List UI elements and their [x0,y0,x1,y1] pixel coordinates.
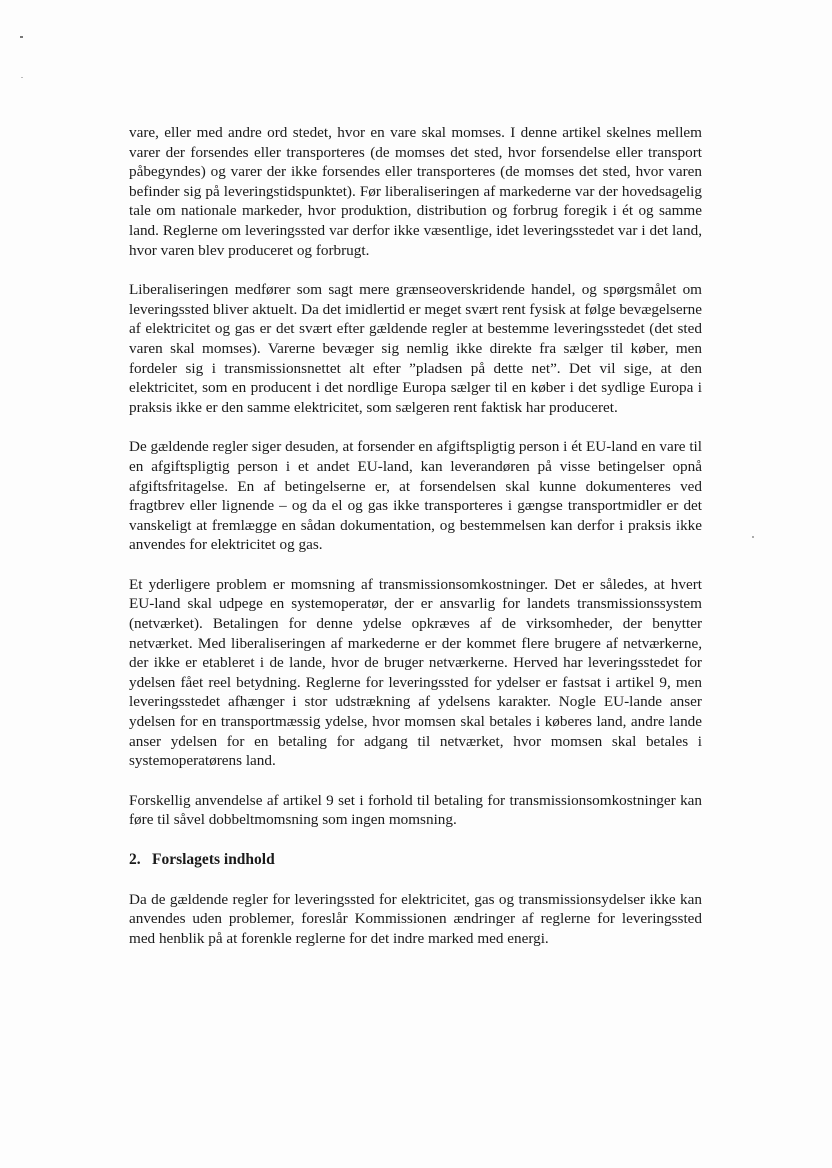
paragraph-6: Da de gældende regler for leveringssted for elektricitet, gas og transmissionsydelser ikke kan anvendes uden problemer, foreslår Kommissionen ændringer af reglerne for leveringssted med henblik på at forenkle reglerne for det indre marked med energi. [129,890,702,947]
paragraph-4: Et yderligere problem er momsning af transmissionsomkostninger. Det er således, at hvert EU-land skal udpege en systemoperatør, der er ansvarlig for landets transmissionssystem (netværket). Betalingen for denne ydelse opkræves af de virksomheder, der benytter netværket. Med liberaliseringen af markederne er der kommet flere brugere af netværkerne, der ikke er etableret i de lande, hvor de bruger netværkerne. Herved har leveringsstedet for ydelsen fået reel betydning. Reglerne for leveringssted for ydelser er fastsat i artikel 9, men leveringsstedet afhænger i stor udstrækning af ydelsens karakter. Nogle EU-lande anser ydelsen for en transportmæssig ydelse, hvor momsen skal betales i køberes land, andre lande anser ydelsen for en betaling for adgang til netværket, hvor momsen skal betales i systemoperatørens land. [129,575,702,770]
paragraph-2: Liberaliseringen medfører som sagt mere grænseoverskridende handel, og spørgsmålet om leveringssted bliver aktuelt. Da det imidlertid er meget svært rent fysisk at følge bevægelserne af elektricitet og gas er det svært efter gældende regler at bestemme leveringsstedet (det sted varen skal momses). Varerne bevæger sig nemlig ikke direkte fra sælger til køber, men fordeler sig i transmissionsnettet alt efter ”pladsen på dette net”. Det vil sige, at den elektricitet, som en producent i det nordlige Europa sælger til en køber i det sydlige Europa i praksis ikke er den samme elektricitet, som sælgeren rent faktisk har produceret. [129,281,702,416]
paragraph-5: Forskellig anvendelse af artikel 9 set i forhold til betaling for transmissionsomkostninger kan føre til såvel dobbeltmomsning som ingen momsning. [129,791,702,829]
section-heading [129,850,702,870]
scan-speck [20,36,23,38]
paragraph-3: De gældende regler siger desuden, at forsender en afgiftspligtig person i ét EU-land en vare til en afgiftspligtig person i et andet EU-land, kan leverandøren på visse betingelser opnå afgiftsfritagelse. En af betingelserne er, at forsendelsen skal kunne dokumenteres ved fragtbrev eller lignende – og da el og gas ikke transporteres i gængse transportmidler er det vanskeligt at fremlægge en sådan dokumentation, og bestemmelsen kan derfor i praksis ikke anvendes for elektricitet og gas. [129,438,702,554]
section-title: Forslagets indhold [152,851,275,868]
scan-speck [21,77,23,78]
scan-speck [752,536,754,538]
document-body [129,123,702,968]
paragraph-1: vare, eller med andre ord stedet, hvor en vare skal momses. I denne artikel skelnes mellem varer der forsendes eller transporteres (de momses det sted, hvor forsendelse eller transport påbegyndes) og varer der ikke forsendes eller transporteres (de momses det sted, hvor varen befinder sig på leveringstidspunktet). Før liberaliseringen af markederne var der hovedsagelig tale om nationale markeder, hvor produktion, distribution og forbrug foregik i ét og samme land. Reglerne om leveringssted var derfor ikke væsentlige, idet leveringsstedet var i det land, hvor varen blev produceret og forbrugt. [129,124,702,259]
section-number: 2. [129,851,141,868]
